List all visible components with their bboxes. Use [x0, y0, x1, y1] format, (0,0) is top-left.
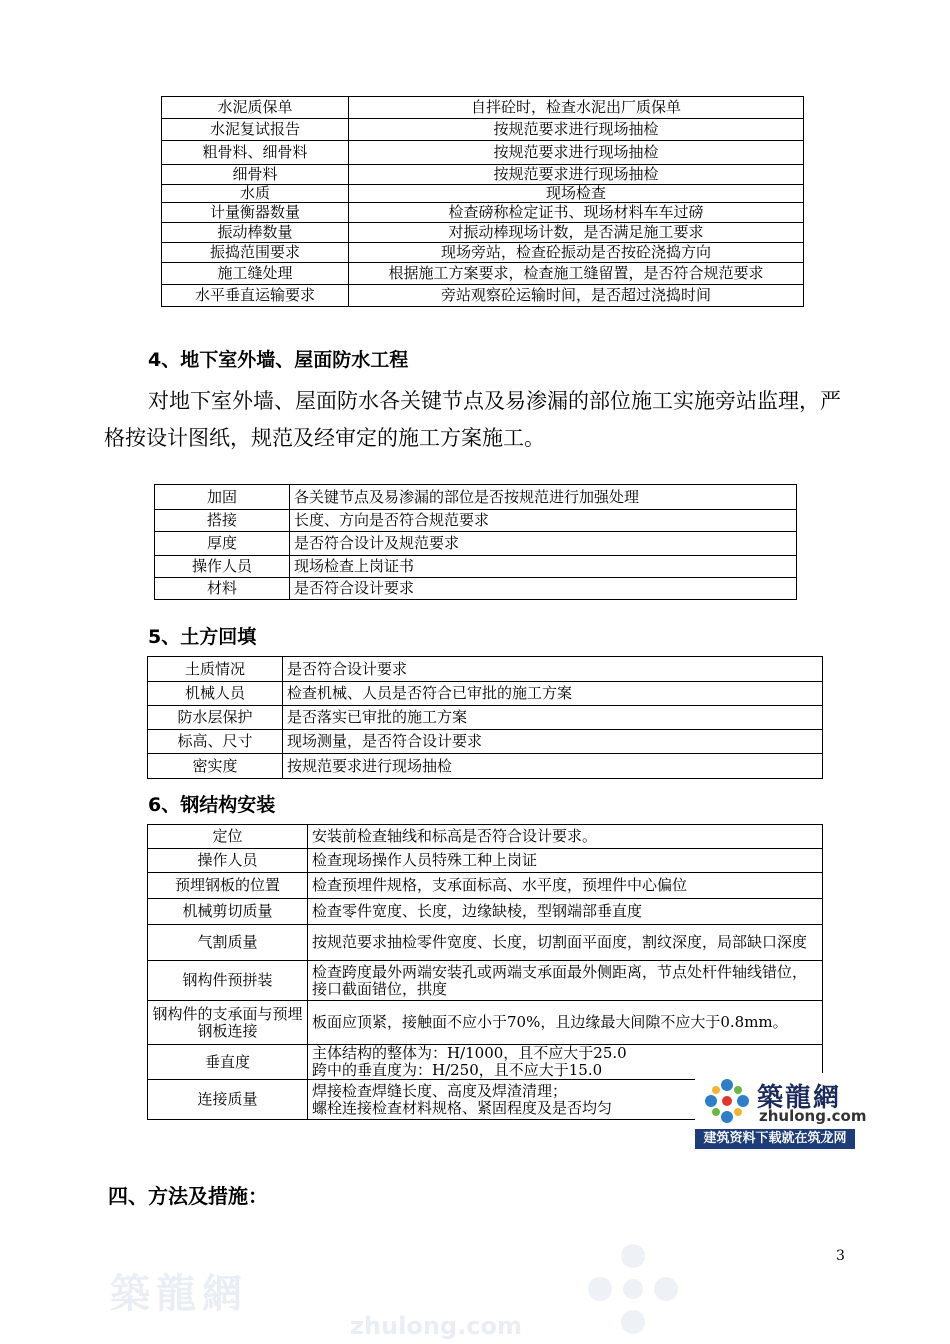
item-cell: 机械人员: [148, 682, 283, 706]
item-cell: 材料: [155, 578, 290, 600]
item-cell: 水平垂直运输要求: [162, 285, 349, 307]
steel-row: [148, 873, 823, 899]
requirement-cell: 现场检查上岗证书: [290, 556, 797, 578]
requirement-cell: 安装前检查轴线和标高是否符合设计要求。: [308, 825, 823, 849]
requirement-cell: 根据施工方案要求，检查施工缝留置，是否符合规范要求: [349, 263, 804, 285]
concrete-row: [162, 285, 804, 307]
steel-row: [148, 899, 823, 925]
requirement-cell: 检查机械、人员是否符合已审批的施工方案: [283, 682, 823, 706]
backfill-table: [147, 656, 823, 779]
steel-row: [148, 1001, 823, 1045]
watermark-domain: zhulong.com: [350, 1312, 522, 1340]
item-cell: 气割质量: [148, 925, 308, 961]
item-cell: 预埋钢板的位置: [148, 873, 308, 899]
requirement-cell: 是否符合设计要求: [283, 657, 823, 682]
concrete-inspection-body: [162, 97, 804, 307]
requirement-cell: 按规范要求进行现场抽检: [349, 119, 804, 141]
concrete-row: [162, 119, 804, 141]
watermark-text: 築龍網: [110, 1270, 248, 1317]
requirement-cell: 是否落实已审批的施工方案: [283, 706, 823, 730]
concrete-row: [162, 141, 804, 165]
requirement-cell: 检查预埋件规格，支承面标高、水平度，预埋件中心偏位: [308, 873, 823, 899]
concrete-row: [162, 223, 804, 243]
item-cell: 操作人员: [148, 849, 308, 873]
logo-panel: [695, 1073, 867, 1129]
requirement-cell: 现场测量，是否符合设计要求: [283, 730, 823, 754]
requirement-cell: 是否符合设计及规范要求: [290, 532, 797, 556]
requirement-cell: 对振动棒现场计数，是否满足施工要求: [349, 223, 804, 243]
item-cell: 标高、尺寸: [148, 730, 283, 754]
item-cell: 操作人员: [155, 556, 290, 578]
requirement-cell: 按规范要求抽检零件宽度、长度，切割面平面度，割纹深度，局部缺口深度: [308, 925, 823, 961]
item-cell: 连接质量: [148, 1080, 308, 1120]
requirement-cell: 按规范要求进行现场抽检: [349, 165, 804, 185]
item-cell: 水泥质保单: [162, 97, 349, 119]
item-cell: 加固: [155, 485, 290, 510]
section-4-paragraph: 对地下室外墙、屋面防水各关键节点及易渗漏的部位施工实施旁站监理，严格按设计图纸，规范及经审定的施工方案施工。: [104, 389, 841, 450]
waterproofing-row: [155, 485, 797, 510]
requirement-cell: 现场旁站，检查砼振动是否按砼浇捣方向: [349, 243, 804, 263]
concrete-row: [162, 263, 804, 285]
page-number: 3: [836, 1248, 845, 1264]
logo-slogan: 建筑资料下载就在筑龙网: [695, 1129, 855, 1149]
waterproofing-table: [154, 484, 797, 600]
requirement-cell: 检查磅称检定证书、现场材料车车过磅: [349, 203, 804, 223]
item-cell: 土质情况: [148, 657, 283, 682]
requirement-cell: 主体结构的整体为：H/1000，且不应大于25.0 跨中的垂直度为：H/250，且不应大于15.0: [308, 1045, 823, 1080]
requirement-cell: 检查跨度最外两端安装孔或两端支承面最外侧距离，节点处杆件轴线错位，接口截面错位，拱度: [308, 961, 823, 1001]
item-cell: 防水层保护: [148, 706, 283, 730]
requirement-cell: 是否符合设计要求: [290, 578, 797, 600]
concrete-row: [162, 97, 804, 119]
requirement-cell: 板面应顶紧，接触面不应小于70%，且边缘最大间隙不应大于0.8mm。: [308, 1001, 823, 1045]
requirement-cell: 各关键节点及易渗漏的部位是否按规范进行加强处理: [290, 485, 797, 510]
requirement-cell: 长度、方向是否符合规范要求: [290, 510, 797, 532]
backfill-row: [148, 706, 823, 730]
backfill-row: [148, 730, 823, 754]
backfill-row: [148, 682, 823, 706]
logo-domain: zhulong.com: [759, 1107, 867, 1125]
concrete-row: [162, 243, 804, 263]
item-cell: 振捣范围要求: [162, 243, 349, 263]
requirement-cell: 旁站观察砼运输时间，是否超过浇捣时间: [349, 285, 804, 307]
logo-name: 築龍網: [757, 1083, 842, 1113]
item-cell: 定位: [148, 825, 308, 849]
snowflake-logo-icon: [699, 1073, 755, 1129]
requirement-cell: 检查现场操作人员特殊工种上岗证: [308, 849, 823, 873]
concrete-row: [162, 185, 804, 203]
waterproofing-row: [155, 578, 797, 600]
concrete-inspection-table: [161, 96, 804, 307]
requirement-cell: 检查零件宽度、长度，边缘缺棱，型钢端部垂直度: [308, 899, 823, 925]
item-cell: 机械剪切质量: [148, 899, 308, 925]
requirement-cell: 自拌砼时，检查水泥出厂质保单: [349, 97, 804, 119]
item-cell: 密实度: [148, 754, 283, 779]
backfill-body: [148, 657, 823, 779]
requirement-cell: 按规范要求进行现场抽检: [283, 754, 823, 779]
item-cell: 粗骨料、细骨料: [162, 141, 349, 165]
item-cell: 计量衡器数量: [162, 203, 349, 223]
steel-row: [148, 849, 823, 873]
item-cell: 厚度: [155, 532, 290, 556]
backfill-row: [148, 754, 823, 779]
waterproofing-row: [155, 556, 797, 578]
concrete-row: [162, 203, 804, 223]
section-5-heading: 5、土方回填: [148, 626, 257, 648]
item-cell: 施工缝处理: [162, 263, 349, 285]
concrete-row: [162, 165, 804, 185]
item-cell: 钢构件预拼装: [148, 961, 308, 1001]
requirement-cell: 现场检查: [349, 185, 804, 203]
requirement-cell: 按规范要求进行现场抽检: [349, 141, 804, 165]
item-cell: 钢构件的支承面与预埋钢板连接: [148, 1001, 308, 1045]
item-cell: 细骨料: [162, 165, 349, 185]
watermark-snowflake-icon: [578, 1234, 688, 1344]
waterproofing-row: [155, 532, 797, 556]
requirement-cell: 焊接检查焊缝长度、高度及焊渣清理； 螺栓连接检查材料规格、紧固程度及是否均匀: [308, 1080, 823, 1120]
steel-row: [148, 961, 823, 1001]
item-cell: 垂直度: [148, 1045, 308, 1080]
waterproofing-row: [155, 510, 797, 532]
section-4-heading: 4、地下室外墙、屋面防水工程: [148, 349, 409, 371]
item-cell: 水质: [162, 185, 349, 203]
item-cell: 振动棒数量: [162, 223, 349, 243]
zhulong-logo: [695, 1073, 867, 1149]
steel-row: [148, 925, 823, 961]
section-6-heading: 6、钢结构安装: [148, 794, 276, 816]
item-cell: 搭接: [155, 510, 290, 532]
backfill-row: [148, 657, 823, 682]
methods-heading: 四、方法及措施：: [108, 1184, 268, 1208]
item-cell: 水泥复试报告: [162, 119, 349, 141]
waterproofing-body: [155, 485, 797, 600]
steel-row: [148, 825, 823, 849]
